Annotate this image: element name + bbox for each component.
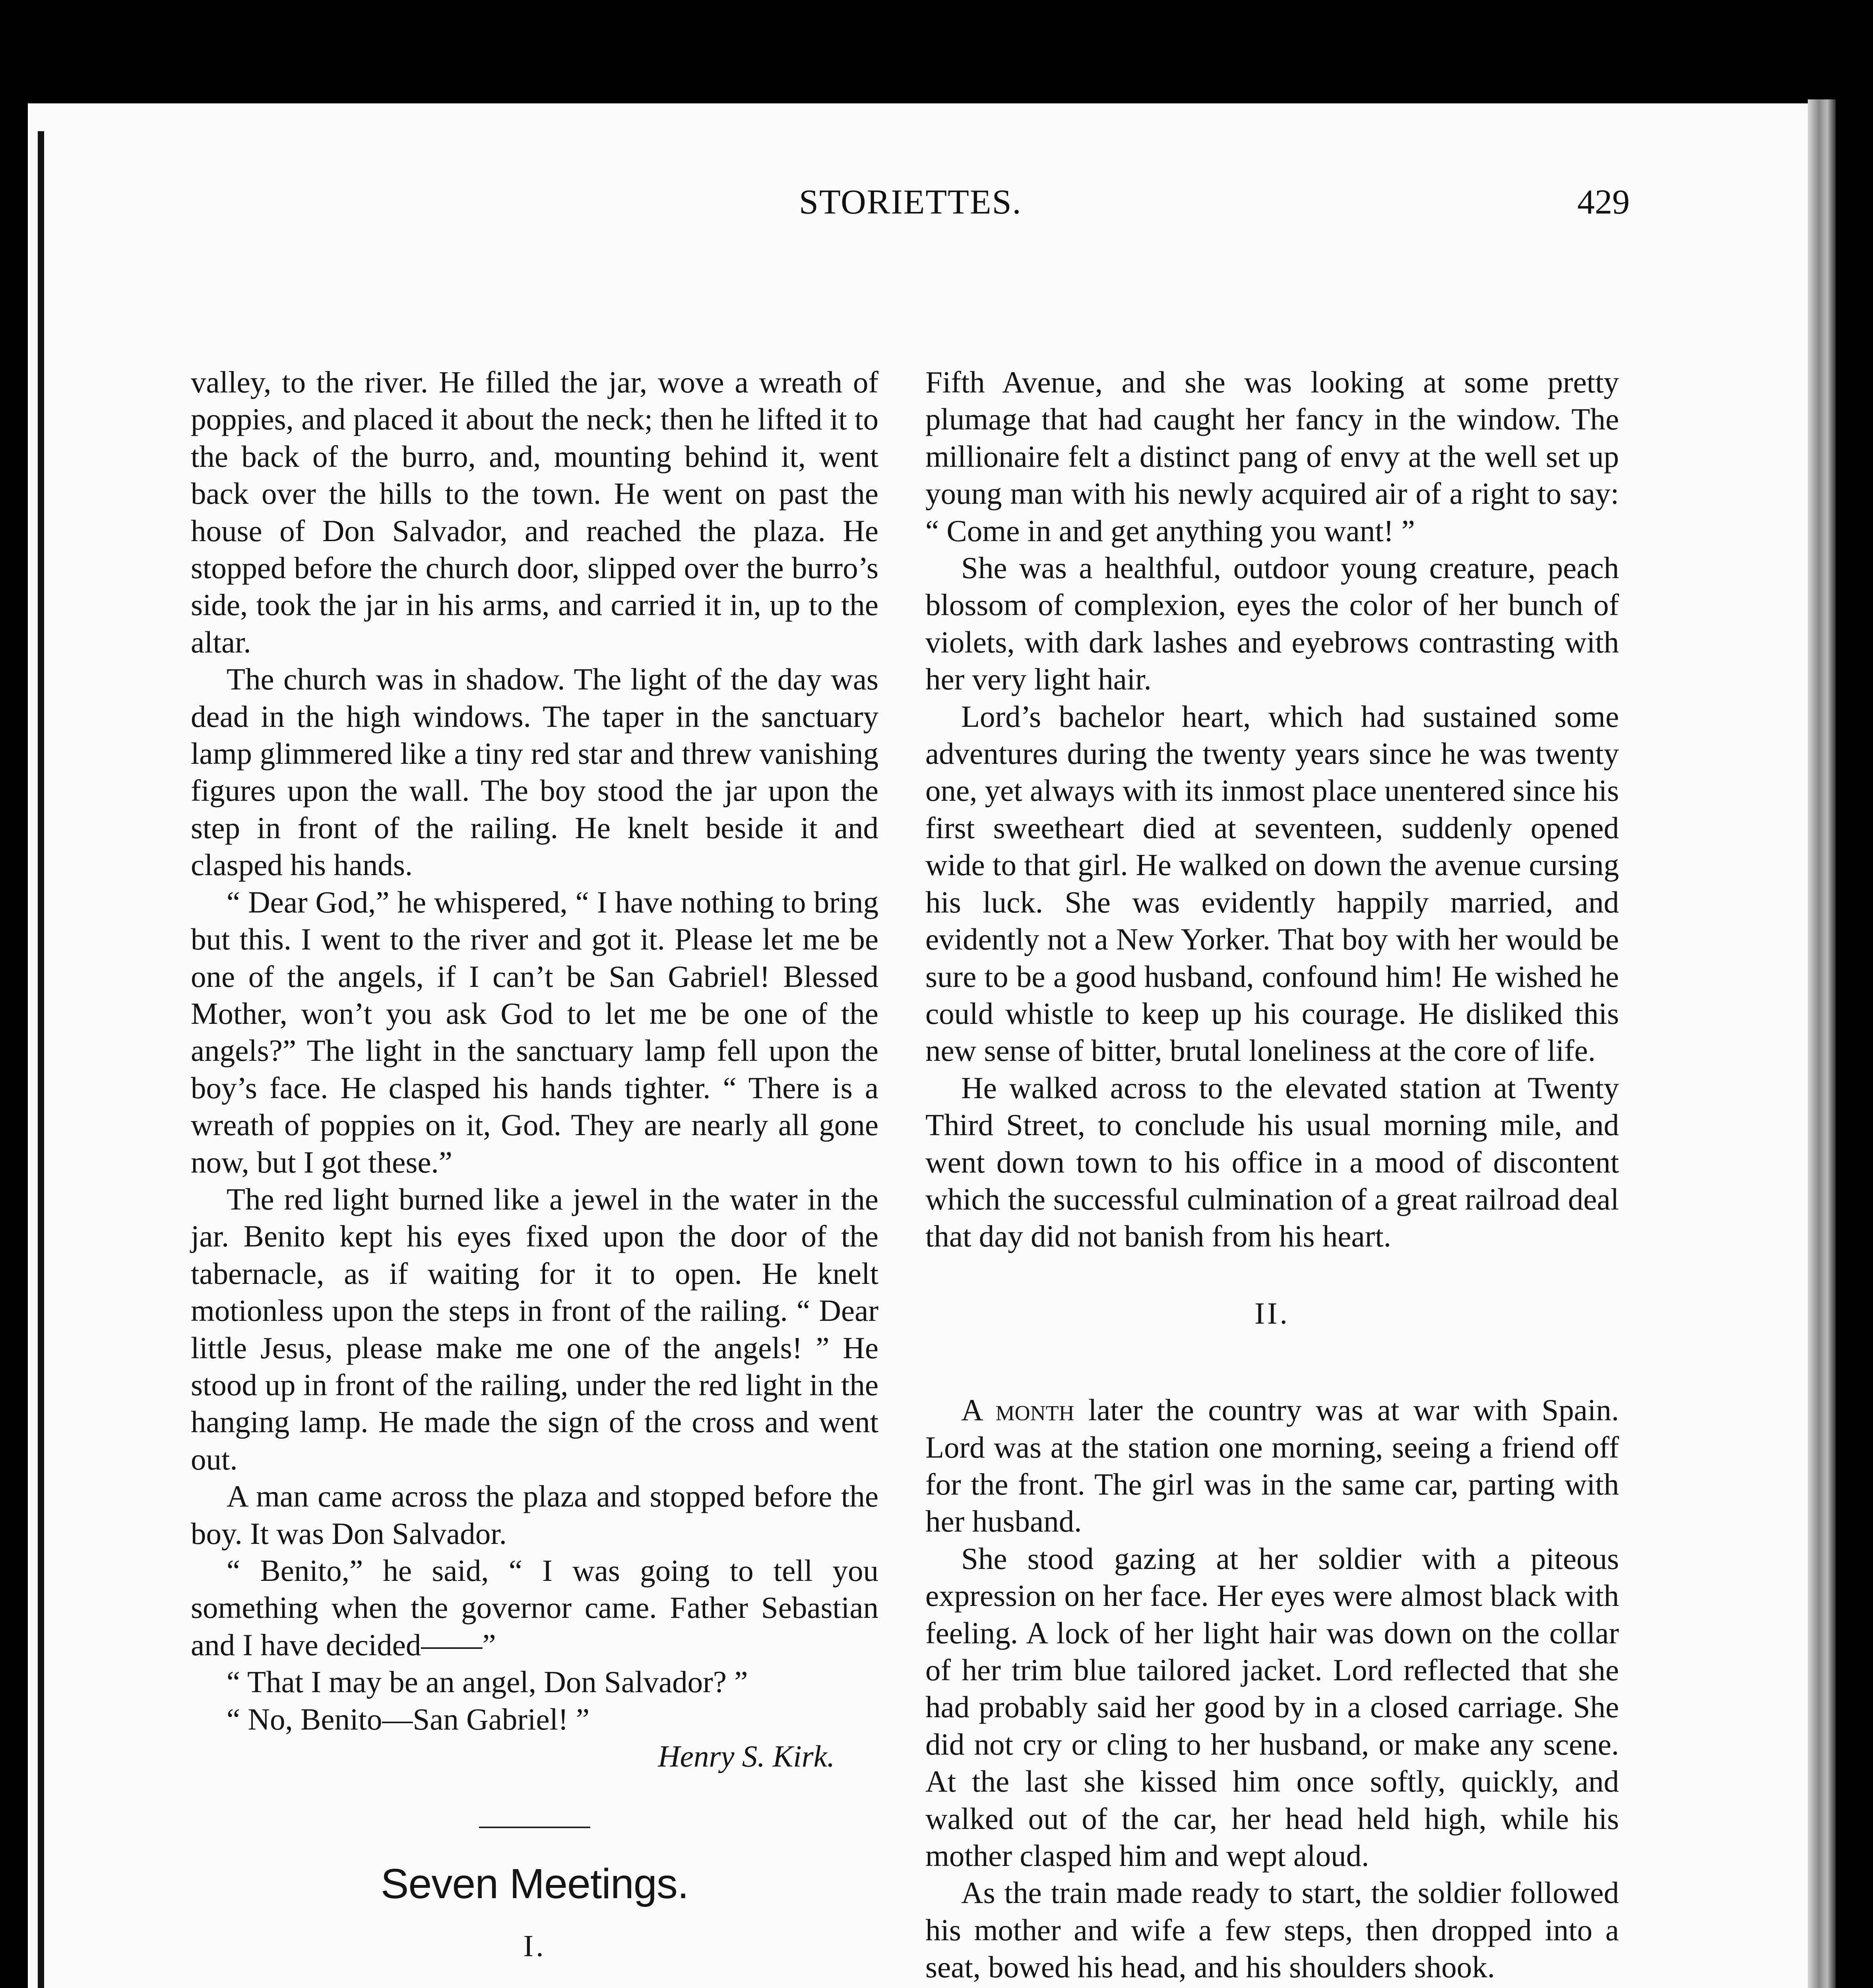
paragraph: As the train made ready to start, the soldier followed his mother and wife a few steps, then dropped into a seat, bowed his head, and his shoulders shook. — [925, 1875, 1619, 1984]
paragraph: Lord’s bachelor heart, which had sustained some adventures during the twenty years since he was twenty one, yet always with its inmost place unentered since his first sweetheart died at seventeen, suddenly opened wide to that girl. He walked on down the avenue cursing his luck. She was evidently happily married, and evidently not a New Yorker. That boy with her would be sure to be a good husband, confound him! He wished he could whistle to keep up his courage. He disliked this new sense of bitter, brutal loneliness at the core of life. — [925, 699, 1619, 1068]
story-title: Seven Meetings. — [380, 1860, 689, 1908]
paragraph: He walked across to the elevated station at Twenty Third Street, to conclude his usual morning mile, and went down town to his office in a mood of discontent which the successful culmination of a great railroad deal that day did not banish from his heart. — [925, 1070, 1619, 1254]
paragraph: “ Dear God,” he whispered, “ I have nothing to bring but this. I went to the river and got it. Please let me be one of the angels, if I can’t be San Gabriel! Blessed Mother, won’t you ask God to let me be one of the angels?” The light in the sanctuary lamp fell upon the boy’s face. He clasped his hands tighter. “ There is a wreath of poppies on it, God. They are nearly all gone now, but I got these.” — [191, 885, 878, 1179]
running-title: STORIETTES. — [799, 183, 1022, 221]
paragraph: The church was in shadow. The light of the day was dead in the high windows. The taper in the sanctuary lamp glimmered like a tiny red star and threw vanishing figures upon the wall. The boy stood the jar upon the step in front of the railing. He knelt beside it and clasped his hands. — [191, 662, 878, 882]
left-column — [191, 364, 878, 1988]
paragraph: “ That I may be an angel, Don Salvador? ” — [227, 1665, 748, 1699]
paragraph: “ Benito,” he said, “ I was going to tell you something when the governor came. Father Sebastian and I have decided——” — [191, 1553, 878, 1662]
paragraph — [925, 1392, 1619, 1540]
paragraph: “ No, Benito—San Gabriel! ” — [227, 1702, 590, 1736]
paragraph: The red light burned like a jewel in the water in the jar. Benito kept his eyes fixed upon the door of the tabernacle, as if waiting for it to open. He knelt motionless upon the steps in front of the railing. “ Dear little Jesus, please make me one of the angels! ” He stood up in front of the railing, under the red light in the hanging lamp. He made the sign of the cross and went out. — [191, 1182, 878, 1476]
author-signature: Henry S. Kirk. — [658, 1739, 835, 1774]
page-header — [191, 182, 1630, 242]
paragraph: Fifth Avenue, and she was looking at some pretty plumage that had caught her fancy in the window. The millionaire felt a distinct pang of envy at the well set up young man with his newly acquired air of a right to say: “ Come in and get anything you want! ” — [925, 365, 1619, 548]
section-number: I. — [523, 1929, 546, 1963]
paragraph: valley, to the river. He filled the jar, wove a wreath of poppies, and placed it about the neck; then he lifted it to the back of the burro, and, mounting behind it, went back over the hills to the town. He went on past the house of Don Salvador, and reached the plaza. He stopped before the church door, slipped over the burro’s side, took the jar in his arms, and carried it in, up to the altar. — [191, 365, 878, 659]
page-number: 429 — [1577, 183, 1630, 221]
right-column — [925, 364, 1619, 1988]
lead-in-smallcaps: A month — [961, 1393, 1074, 1427]
paragraph-text: later the country was at war with Spain. Lord was at the station one morning, seeing a friend off for the front. The girl was in the same car, parting with her husband. — [925, 1393, 1619, 1539]
paragraph: She stood gazing at her soldier with a piteous expression on her face. Her eyes were almost black with feeling. A lock of her light hair was down on the collar of her trim blue tailored jacket. Lord reflected that she had probably said her good by in a closed carriage. She did not cry or cling to her husband, or make any scene. At the last she kissed him once softly, quickly, and walked out of the car, her head held high, while his mother clasped him and wept aloud. — [925, 1541, 1619, 1873]
page-edge — [1808, 99, 1836, 1988]
section-number: II. — [1254, 1296, 1290, 1330]
paragraph: She was a healthful, outdoor young creature, peach blossom of complexion, eyes the color of her bunch of violets, with dark lashes and eyebrows contrasting with her very light hair. — [925, 551, 1619, 697]
title-divider — [479, 1827, 590, 1828]
binding-edge — [38, 131, 44, 1988]
paragraph: A man came across the plaza and stopped before the boy. It was Don Salvador. — [191, 1479, 878, 1551]
